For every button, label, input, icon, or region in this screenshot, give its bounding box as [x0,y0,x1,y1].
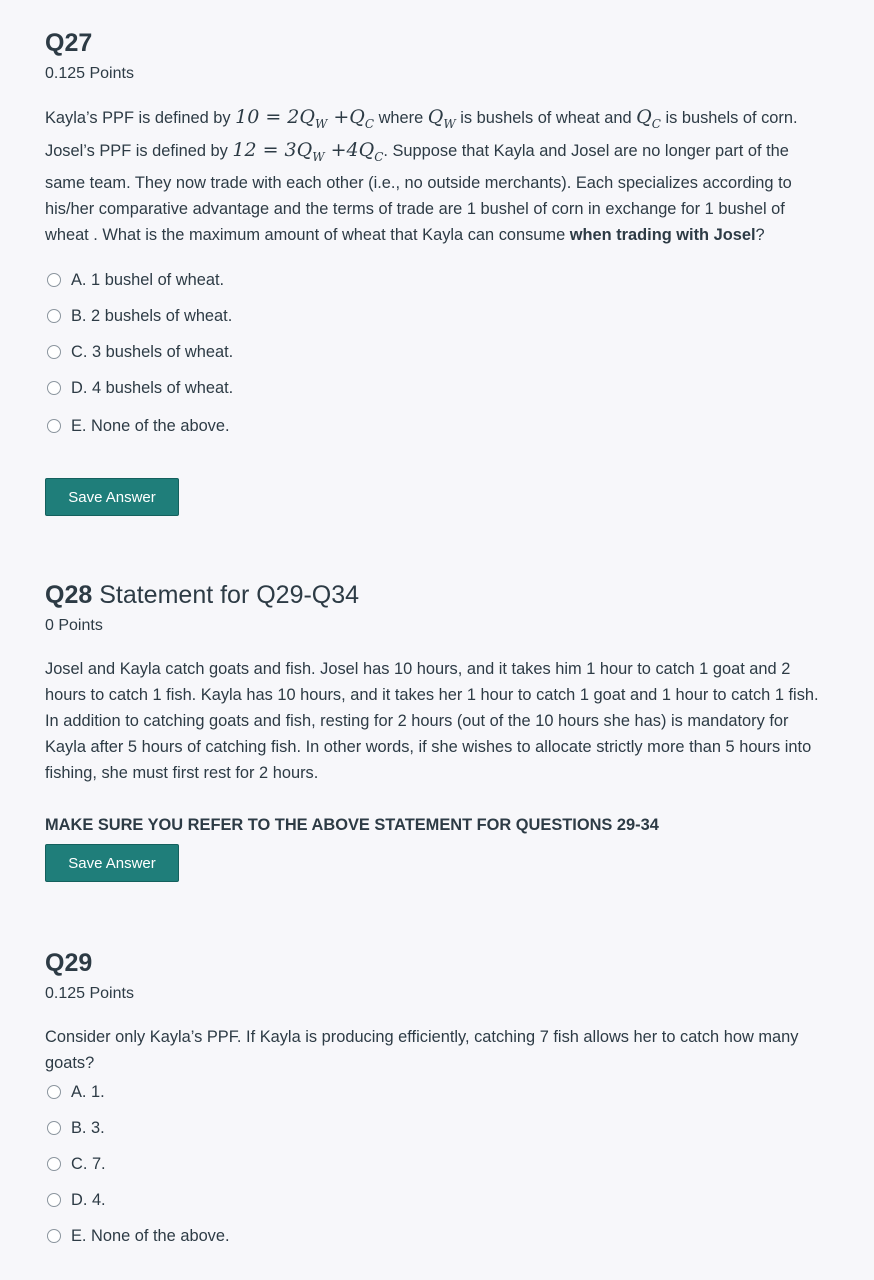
question-title: Q27 [45,29,93,57]
radio-icon[interactable] [47,1229,61,1243]
question-q29 [45,948,825,1076]
equation-josel: $12 = 3Q_W +4Q_C$ [232,138,384,164]
option-b[interactable]: B. 3. [45,1116,105,1140]
save-answer-button[interactable]: Save Answer [45,478,179,516]
statement-note: MAKE SURE YOU REFER TO THE ABOVE STATEMENT FOR QUESTIONS 29-34 [45,816,659,834]
option-b[interactable]: B. 2 bushels of wheat. [45,304,232,328]
save-answer-button[interactable]: Save Answer [45,844,179,882]
question-text: Consider only Kayla’s PPF. If Kayla is producing efficiently, catching 7 fish allows her to catch how many goats? [45,1028,799,1072]
radio-icon[interactable] [47,1121,61,1135]
option-d[interactable]: D. 4 bushels of wheat. [45,376,233,400]
question-text: Kayla’s PPF is defined by $10 = 2Q_W +Q_C$ where $Q_W$ is bushels of wheat and $Q_C$ is bushels of corn. Josel’s PPF is defined by $12 = 3Q_W +4Q_C$. Suppose that Kayla and Josel are no longer part of the same team. They now trade with each other (i.e., no outside merchants). Each specializes according to his/her comparative advantage and the terms of trade are 1 bushel of corn in exchange for 1 bushel of wheat . What is the maximum amount of wheat that Kayla can consume when trading with Josel? [45,106,798,244]
option-c[interactable]: C. 7. [45,1152,106,1176]
option-e[interactable]: E. None of the above. [45,1224,230,1248]
option-e[interactable]: E. None of the above. [45,414,230,438]
equation-kayla: $10 = 2Q_W +Q_C$ [235,106,375,131]
radio-icon[interactable] [47,309,61,323]
question-points: 0.125 Points [45,985,134,1002]
radio-icon[interactable] [47,1085,61,1099]
question-q27 [45,28,825,248]
statement-text: Josel and Kayla catch goats and fish. Josel has 10 hours, and it takes him 1 hour to catch 1 goat and 2 hours to catch 1 fish. Kayla has 10 hours, and it takes her 1 hour to catch 1 goat and 1 hour to catch 1 fish. In addition to catching goats and fish, resting for 2 hours (out of the 10 hours she has) is mandatory for Kayla after 5 hours of catching fish. In other words, if she wishes to allocate strictly more than 5 hours into fishing, she must first rest for 2 hours. [45,660,819,782]
question-q28 [45,580,825,835]
radio-icon[interactable] [47,381,61,395]
question-title: Q29 [45,949,93,977]
option-c[interactable]: C. 3 bushels of wheat. [45,340,233,364]
radio-icon[interactable] [47,1193,61,1207]
radio-icon[interactable] [47,273,61,287]
question-points: 0 Points [45,617,103,634]
option-d[interactable]: D. 4. [45,1188,106,1212]
question-title: Q28 Statement for Q29-Q34 [45,581,360,609]
option-a[interactable]: A. 1 bushel of wheat. [45,268,224,292]
radio-icon[interactable] [47,419,61,433]
option-a[interactable]: A. 1. [45,1080,105,1104]
radio-icon[interactable] [47,1157,61,1171]
radio-icon[interactable] [47,345,61,359]
question-points: 0.125 Points [45,65,134,82]
